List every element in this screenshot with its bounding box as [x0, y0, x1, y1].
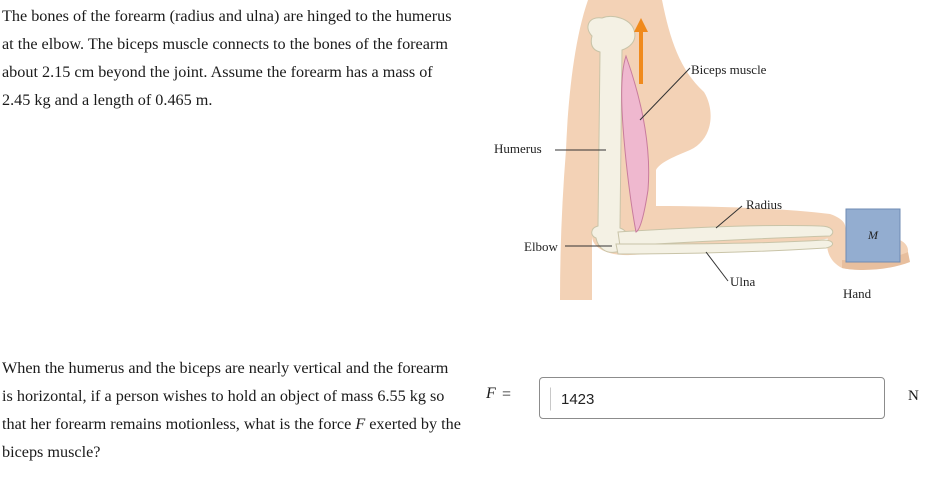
- question-text-before: When the humerus and the biceps are nearly vertical and the forearm is horizontal, if a person wishes to hold an object of mass 6.55 kg so that her forearm remains motionless, what is the force: [2, 359, 449, 433]
- problem-question: [2, 354, 462, 466]
- elbow-label: Elbow: [524, 239, 558, 254]
- biceps-label: Biceps muscle: [691, 62, 767, 77]
- question-variable-f: F: [355, 415, 366, 433]
- answer-unit: N: [908, 388, 919, 404]
- mass-label: M: [868, 228, 878, 242]
- answer-input[interactable]: [550, 387, 882, 411]
- humerus-label: Humerus: [494, 141, 542, 156]
- arm-illustration: [480, 0, 930, 310]
- ulna-label: Ulna: [730, 274, 756, 289]
- ulna-leader: [706, 252, 728, 281]
- answer-equals: =: [502, 386, 512, 403]
- radius-label: Radius: [746, 197, 783, 212]
- answer-variable: F: [486, 385, 496, 402]
- question-text-after: exerted by the biceps muscle?: [2, 415, 461, 461]
- problem-intro: The bones of the forearm (radius and ulna) are hinged to the humerus at the elbow. The biceps muscle connects to the bones of the forearm about 2.15 cm beyond the joint. Assume the forearm has a mass of 2.45 kg and a length of 0.465 m.: [2, 7, 452, 109]
- answer-field[interactable]: [539, 377, 885, 419]
- hand-label: Hand: [843, 286, 872, 301]
